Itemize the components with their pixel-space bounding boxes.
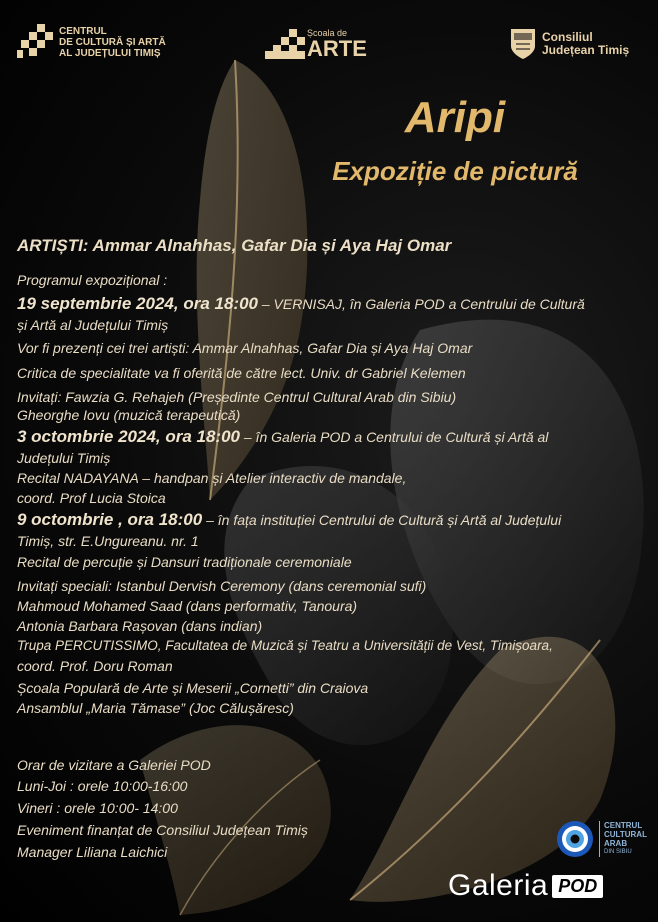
logo-consiliu-line2: Județean Timiș <box>542 43 630 57</box>
program-sep19-critic: Critica de specialitate va fi oferită de către lect. Univ. dr Gabriel Kelemen <box>17 365 466 381</box>
program-oct9-percutissimo: Trupa PERCUTISSIMO, Facultatea de Muzică și Teatru a Universității de Vest, Timișoara, <box>17 638 553 653</box>
artists-line: ARTIȘTI: Ammar Alnahhas, Gafar Dia și Aya Haj Omar <box>17 236 452 255</box>
program-sep19-artists: Vor fi prezenți cei trei artiști: Ammar Alnahhas, Gafar Dia și Aya Haj Omar <box>17 340 473 356</box>
program-oct3-cont: Județului Timiș <box>17 450 111 466</box>
logo-ccajt-line1: CENTRUL <box>59 25 107 37</box>
program-sep19-rest: – VERNISAJ, în Galeria POD a Centrului de Cultură <box>257 296 585 312</box>
program-oct9-ansamblu: Ansamblul „Maria Tămase” (Joc Călușăresc) <box>17 700 294 716</box>
program-sep19-line <box>17 295 585 313</box>
logo-scoala-big: ARTE <box>307 36 367 61</box>
poster-title: Aripi <box>404 93 506 142</box>
program-oct9-saad: Mahmoud Mohamed Saad (dans performativ, Tanoura) <box>17 598 358 614</box>
schedule-heading: Orar de vizitare a Galeriei POD <box>17 757 211 773</box>
logo-consiliu <box>510 28 629 60</box>
logo-cca-line1: CENTRUL <box>604 821 643 830</box>
program-oct9-guests: Invitați speciali: Istanbul Dervish Ceremony (dans ceremonial sufi) <box>17 578 427 594</box>
logo-ccajt-line3: AL JUDEȚULUI TIMIȘ <box>59 47 161 59</box>
logo-cca-line4: DIN SIBIU <box>604 849 632 855</box>
logo-galeria-pod <box>448 868 648 904</box>
program-oct9-date: 9 octombrie , ora 18:00 <box>17 510 203 529</box>
schedule-weekdays: Luni-Joi : orele 10:00-16:00 <box>17 778 188 794</box>
program-oct9-coord: coord. Prof. Doru Roman <box>17 658 173 674</box>
coat-of-arms-icon <box>510 28 536 60</box>
stair-squares-icon <box>265 29 305 59</box>
program-oct3-line <box>17 428 548 446</box>
program-sep19-cont: și Artă al Județului Timiș <box>17 317 169 333</box>
program-oct3-rest: – în Galeria POD a Centrului de Cultură și Artă al <box>240 429 549 445</box>
program-heading: Programul expozițional : <box>17 272 168 288</box>
program-oct3-date: 3 octombrie 2024, ora 18:00 <box>17 427 241 446</box>
logo-scoala-arte <box>265 28 367 60</box>
logo-cca-line2: CULTURAL <box>604 830 647 839</box>
schedule-friday: Vineri : orele 10:00- 14:00 <box>17 800 178 816</box>
logo-pod-badge: POD <box>552 875 603 898</box>
logo-cca-line3: ARAB <box>604 839 628 848</box>
program-oct9-recital: Recital de percuție și Dansuri tradiționale ceremoniale <box>17 554 352 570</box>
program-oct3-recital: Recital NADAYANA – handpan și Atelier interactiv de mandale, <box>17 470 407 486</box>
checker-squares-icon <box>17 24 55 60</box>
logo-ccajt-line2: DE CULTURĂ ȘI ARTĂ <box>59 36 166 48</box>
logo-galeria-text: Galeria <box>448 869 549 902</box>
logo-cca <box>556 820 647 858</box>
program-sep19-music: Gheorghe Iovu (muzică terapeutică) <box>17 407 241 423</box>
schedule-manager: Manager Liliana Laichici <box>17 844 168 860</box>
program-oct9-rasovan: Antonia Barbara Rașovan (dans indian) <box>17 618 263 634</box>
schedule-funding: Eveniment finanțat de Consiliul Județean Timiș <box>17 822 308 838</box>
logo-ccajt <box>17 24 166 60</box>
poster-subtitle: Expoziție de pictură <box>332 156 578 186</box>
evil-eye-icon <box>556 820 594 858</box>
program-oct9-cornetti: Școala Populară de Arte și Meserii „Cornetti” din Craiova <box>17 680 369 696</box>
program-sep19-date: 19 septembrie 2024, ora 18:00 <box>17 294 258 313</box>
logo-scoala-small: Școala de <box>307 28 348 38</box>
program-sep19-guests: Invitați: Fawzia G. Rehajeh (Președinte Centrul Cultural Arab din Sibiu) <box>17 389 457 405</box>
logo-consiliu-line1: Consiliul <box>542 30 593 44</box>
program-oct3-coord: coord. Prof Lucia Stoica <box>17 490 166 506</box>
program-oct9-cont: Timiș, str. E.Ungureanu. nr. 1 <box>17 533 199 549</box>
program-oct9-line <box>17 511 561 529</box>
program-oct9-rest: – în fața instituției Centrului de Cultură și Artă al Județului <box>202 512 562 528</box>
